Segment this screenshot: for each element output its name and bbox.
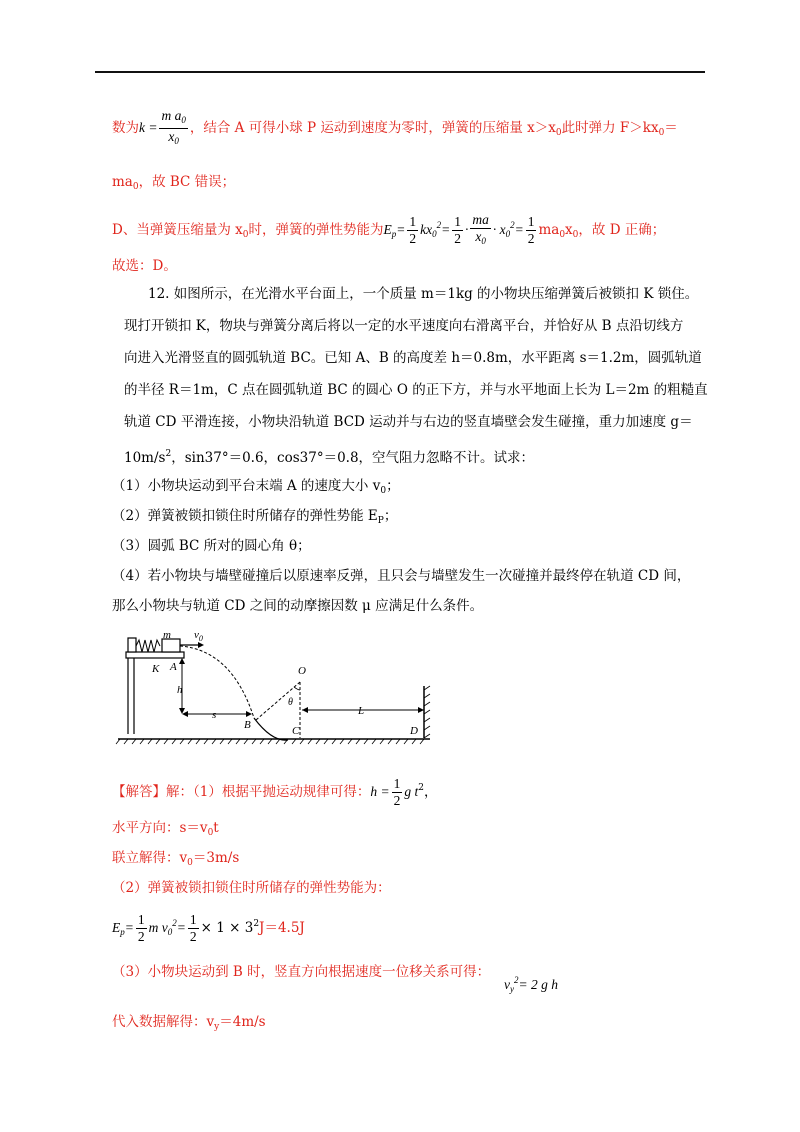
text: （2）弹簧被锁扣锁住时所储存的弹性势能 E [112,508,378,524]
spring [136,640,160,652]
math-k: k = [139,120,158,135]
sup: 2 [514,975,519,985]
arc-BC [254,718,288,740]
question-line-2: 现打开锁扣 K，物块与弹簧分离后将以一定的水平速度向右滑离平台，并恰好从 B 点沿切线方 [124,318,684,334]
fraction-half [136,912,147,945]
label-B: B [244,719,251,731]
sub: p [391,229,397,239]
label-O: O [298,665,306,677]
sub: 0 [207,828,214,838]
text: ，故 BC 错误； [138,174,236,190]
text: ＝3m/s [192,850,240,866]
answer-line-1 [112,776,437,809]
eq: = [124,920,134,935]
math-x: · x [492,222,506,237]
answer-prev-line-1 [112,108,678,149]
frac-num-sub: 0 [181,115,186,125]
text: ，sin37°＝0.6，cos37°＝0.8，空气阻力忽略不计。试求： [171,450,535,466]
text: 水平方向：s＝v [112,820,208,836]
eq: = 2 g h [518,977,558,992]
sub: 0 [380,486,387,496]
text: ma [112,174,133,190]
math-E: E [112,920,121,935]
answer-line-5 [112,912,305,945]
frac-num: 1 [189,912,197,927]
label-K: K [152,663,160,675]
label-theta: θ [288,697,293,708]
text: ； [383,508,398,524]
frac-den: 2 [409,231,417,246]
sub: 0 [559,230,566,240]
sup: 2 [253,919,260,929]
question-line-5: 轨道 CD 平滑连接，小物块沿轨道 BCD 运动并与右边的竖直墙壁会发生碰撞，重力加速度 g＝ [124,414,693,430]
sup: 2 [510,220,515,230]
text: × 1 × 3 [200,920,254,936]
math-v: v [504,977,510,992]
sub: 0 [167,927,173,937]
label-h: h [177,684,183,696]
text: ma [538,222,560,238]
label-L: L [358,705,365,717]
angle-arc [294,687,300,690]
label-v0 [194,630,203,643]
fraction-half [392,776,403,809]
frac-den: 2 [527,231,535,246]
result: J＝4.5J [259,920,305,936]
L-arrowhead-right [418,707,424,713]
frac-num: 1 [393,776,401,791]
answer-formula-vy [504,970,558,999]
frac-den: x [475,229,482,244]
math-kx: kx [420,222,433,237]
sub: y [510,984,514,994]
frac-den: 2 [393,793,401,808]
sub: y [214,1022,220,1032]
frac-den: 2 [189,929,197,944]
subquestion-2 [112,506,397,531]
subquestion-4a: （4）若小物块与墙壁碰撞后以原速率反弹，且只会与墙壁发生一次碰撞并最终停在轨道 CD 间， [112,568,691,584]
v0-sub: 0 [198,634,203,643]
sub: 0 [432,229,437,239]
frac-den: x [168,129,175,144]
h-arrowhead-top [179,658,185,664]
math-h: h = [370,784,390,799]
line-OB [256,682,300,720]
sub: p [120,927,125,937]
answer-tag: 【解答】 [112,784,166,800]
answer-choice: 故选：D。 [112,258,177,274]
question-line-4: 的半径 R＝1m，C 点在圆弧轨道 BC 的圆心 O 的正下方，并与水平地面上长为 L＝2m 的粗糙直 [124,382,708,398]
dot: · [464,222,469,237]
text: 联立解得：v [112,850,188,866]
sub: 0 [187,858,193,868]
L-arrowhead-left [302,707,308,713]
frac-num: ma [472,212,489,227]
frac-den: 2 [137,929,145,944]
answer-line-3 [112,848,239,873]
answer-line-7 [112,1012,266,1037]
trajectory [180,646,254,718]
platform [126,652,184,658]
v0: v [194,630,199,641]
label-C: C [292,725,300,737]
eq: = [176,920,186,935]
label-D: D [410,725,418,737]
text: ； [386,478,400,494]
platform-wall [128,638,136,652]
sup: 2 [418,783,424,793]
frac-num: m a [161,108,182,123]
answer-prev-line-2 [112,172,235,197]
math-gt: g t [404,784,419,799]
frac-num: 1 [137,912,145,927]
frac-den-sub: 0 [174,136,179,146]
text: 此时弹力 F＞kx [561,120,659,136]
fraction-half-2 [452,214,463,247]
eq: = [514,222,524,237]
answer-line-4: （2）弹簧被锁扣锁住时所储存的弹性势能为： [112,880,391,896]
fraction-half [407,214,418,247]
text: ， [423,784,438,800]
text: 10m/s [124,450,166,466]
sub: 0 [242,230,249,240]
frac-den: 2 [454,231,461,246]
text: D、当弹簧压缩量为 x [112,222,243,238]
sup: 2 [172,918,177,928]
label-A: A [170,661,177,673]
header-rule [95,71,705,73]
text: （1）小物块运动到平台末端 A 的速度大小 v [112,478,381,494]
sup: 2 [436,220,442,230]
sup: 2 [165,449,172,459]
label-m: m [163,630,171,641]
text: 代入数据解得：v [112,1014,215,1030]
text: 解：（1）根据平抛运动规律可得： [166,784,371,800]
subquestion-1 [112,476,400,501]
frac-num: 1 [409,214,417,229]
question-line-6 [124,444,534,468]
text: ，故 D 正确； [578,222,666,238]
fraction-ma-x0 [470,212,491,249]
text: 数为 [112,120,139,136]
sub: 0 [505,229,511,239]
text: ，结合 A 可得小球 P 运动到速度为零时，弹簧的压缩量 x＞x [189,120,556,136]
frac-num: 1 [454,214,461,229]
text: 时，弹簧的弹性势能为 [248,222,384,238]
physics-diagram [112,630,442,750]
fraction-ma0-x0 [159,108,187,149]
s-arrowhead-right [246,711,252,717]
question-line-1: 12. 如图所示，在光滑水平台面上，一个质量 m＝1kg 的小物块压缩弹簧后被锁扣 K 锁住。 [148,286,699,302]
text: ＝4m/s [219,1014,266,1030]
answer-line-6: （3）小物块运动到 B 时，竖直方向根据速度一位移关系可得： [112,964,491,980]
eq: = [441,222,451,237]
sub: P [377,516,384,526]
sub: 0 [658,128,665,138]
sub: 0 [572,230,579,240]
fraction-half-3 [526,214,537,247]
text: t [213,820,219,836]
subquestion-3: （3）圆弧 BC 所对的圆心角 θ； [112,538,311,554]
sub: 0 [481,236,486,246]
math-E: E [383,222,392,237]
fraction-half-2 [188,912,199,945]
subquestion-4b: 那么小物块与轨道 CD 之间的动摩擦因数 μ 应满足什么条件。 [112,598,484,614]
answer-line-2 [112,818,219,843]
text: x [565,222,573,238]
wall-hatch [424,686,430,738]
label-s: s [212,709,217,721]
math-mv: m v [148,920,168,935]
frac-num: 1 [527,214,535,229]
sub: 0 [555,128,562,138]
eq: = [396,222,406,237]
question-line-3: 向进入光滑竖直的圆弧轨道 BC。已知 A、B 的高度差 h＝0.8m，水平距离 s＝1.2m，圆弧轨道 [124,350,702,366]
text: ＝ [664,120,678,136]
sub: 0 [132,182,139,192]
answer-option-d [112,212,665,249]
